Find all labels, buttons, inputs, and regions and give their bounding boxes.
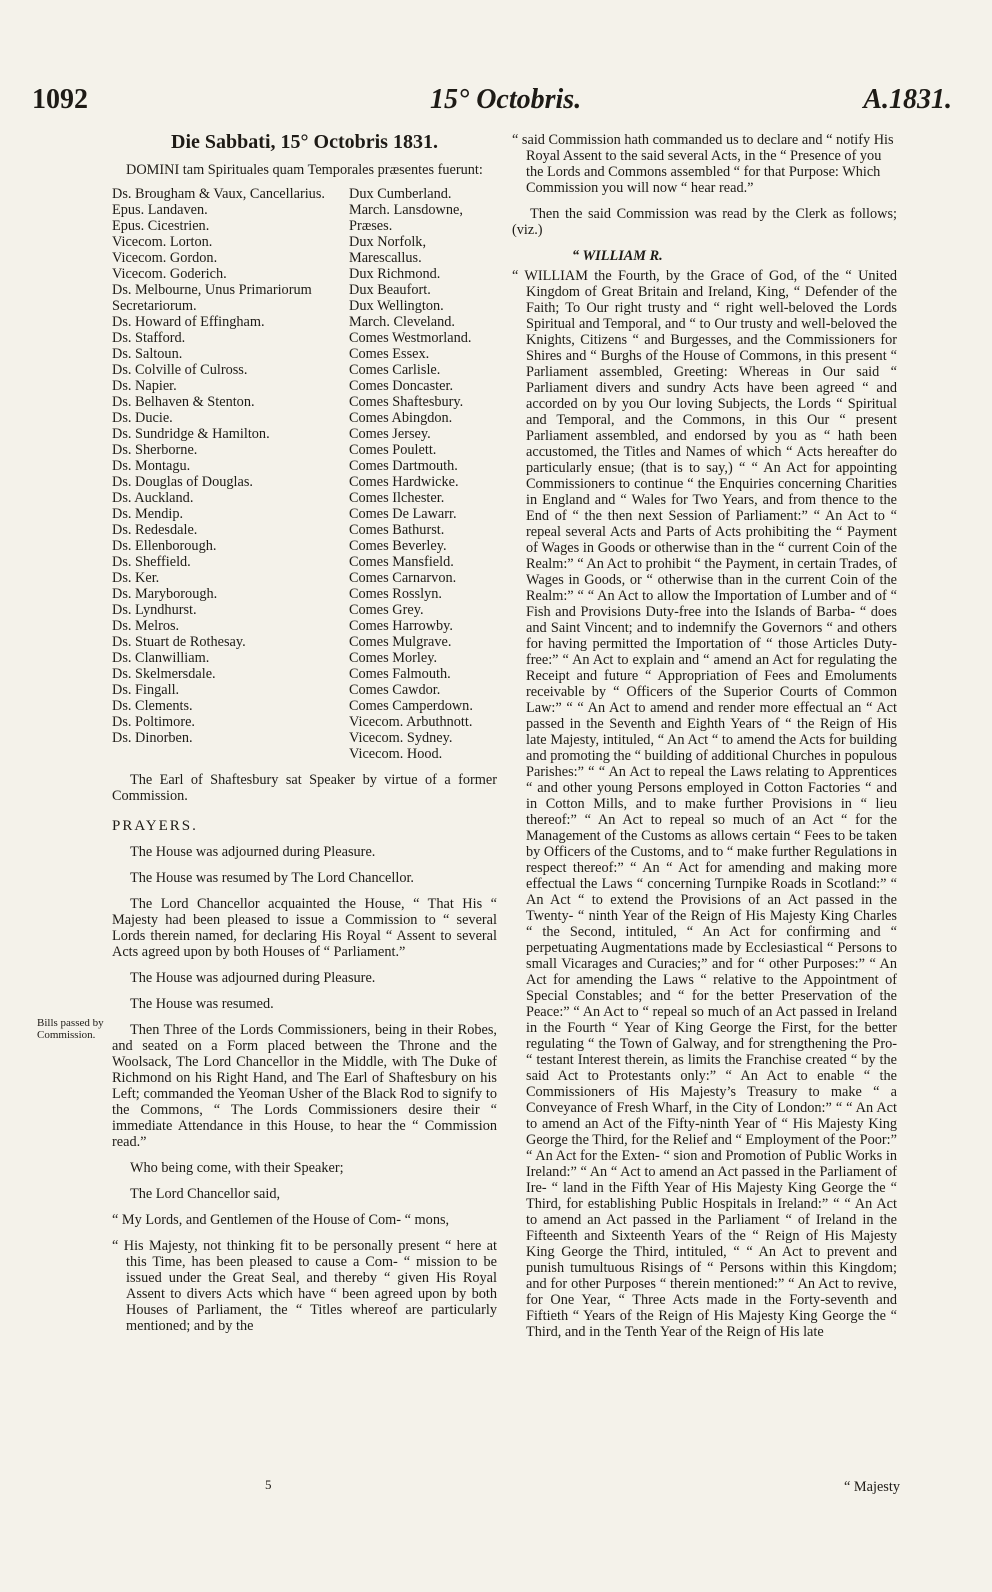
lord-entry: Comes Ilchester. bbox=[349, 490, 445, 506]
commission-continued: “ said Commission hath commanded us to declare and “ notify His Royal Assent to the said several Acts, in the “ Presence of you the Lords and Commons assembled “ for that Purpose: Which Commission you will now “ hear read.” bbox=[512, 132, 894, 196]
lord-entry: Comes Harrowby. bbox=[349, 618, 453, 634]
lord-entry: Ds. Clanwilliam. bbox=[112, 650, 210, 666]
lord-entry: Comes Carlisle. bbox=[349, 362, 441, 378]
lord-entry: Ds. Skelmersdale. bbox=[112, 666, 216, 682]
lord-entry: Comes Mulgrave. bbox=[349, 634, 452, 650]
right-lords-list bbox=[349, 186, 497, 762]
attendance-list bbox=[112, 186, 497, 762]
lord-entry: Ds. Ker. bbox=[112, 570, 160, 586]
lord-entry: Comes Bathurst. bbox=[349, 522, 445, 538]
resumed-2: The House was resumed. bbox=[130, 996, 274, 1012]
running-date: 15° Octobris. bbox=[430, 84, 582, 115]
page-number: 1092 bbox=[32, 84, 88, 115]
commission-read-line: Then the said Commission was read by the Clerk as follows; (viz.) bbox=[512, 206, 897, 238]
lord-entry: Ds. Poltimore. bbox=[112, 714, 196, 730]
lord-entry: Ds. Melbourne, Unus Primariorum Secretariorum. bbox=[112, 282, 312, 314]
lord-entry: Epus. Cicestrien. bbox=[112, 218, 210, 234]
lord-entry: March. Lansdowne, Præses. bbox=[349, 202, 463, 234]
lord-entry: Comes Jersey. bbox=[349, 426, 431, 442]
lord-entry: Vicecom. Hood. bbox=[349, 746, 443, 762]
adjourned-2: The House was adjourned during Pleasure. bbox=[130, 970, 376, 986]
lord-entry: March. Cleveland. bbox=[349, 314, 455, 330]
speaker-note: The Earl of Shaftesbury sat Speaker by virtue of a former Commission. bbox=[112, 772, 497, 804]
my-lords-address: “ My Lords, and Gentlemen of the House of Com- “ mons, bbox=[112, 1212, 450, 1228]
lord-entry: Comes Shaftesbury. bbox=[349, 394, 464, 410]
commission-text: “ WILLIAM the Fourth, by the Grace of God, of the “ United Kingdom of Great Britain and Ireland, King, “ Defender of the Faith; To Our right trusty and “ right well-beloved the Lords Spiritual and Temporal, and “ to Our trusty and well-beloved the Knights, Citizens “ and Burgesses, and the Commissioners for Shires and “ Burghs of the House of Commons, in this present “ Parliament assembled, Greeting: Whereas in Our said “ Parliament divers and sundry Acts have been agreed “ and accorded on by you Our loving Subjects, the Lords “ Spiritual and Temporal, and the Commons, in this Our “ present Parliament assembled, and endorsed by you as “ hath been accustomed, the Titles and Names of which “ Acts hereafter do particularly ensue; (that is to say,) “ “ An Act for appointing Commissioners to continue “ the Enquiries concerning Charities in England and “ Wales for Two Years, and from thence to the End of “ the then next Session of Parliament:” “ An Act to “ repeal several Acts and Parts of Acts prohibiting the “ Payment of Wages in Goods or otherwise than in the “ current Coin of the Realm:” “ An Act to prohibit “ the Payment, in certain Trades, of Wages in Goods, or “ otherwise than in the current Coin of the Realm:” “ “ An Act to allow the Importation of Lumber and of “ Fish and Provisions Duty-free into the Islands of Barba- “ does and Saint Vincent; and to indemnify the Governors “ and others for having permitted the Importation of “ those Articles Duty-free:” “ An Act to explain and “ amend an Act for regulating the Receipt and future “ Appropriation of Fees and Emoluments receivable by “ Officers of the Superior Courts of Common Law:” “ “ An Act to amend and render more effectual an “ Act passed in the Seventh and Eighth Years of “ the Reign of His late Majesty, intituled, “ An Act “ to amend the Acts for building and promoting the “ building of additional Churches in populous Parishes:” “ “ An Act to repeal the Laws relating to Apprentices “ and other young Persons employed in Cotton Factories “ and in Cotton Mills, and to make further Provisions in “ lieu thereof:” “ An Act to repeal so much of an Act “ for the Management of the Customs as allows certain “ Fees to be taken by Officers of the Customs, and to “ make further Regulations in respect thereof:” “ An “ Act for amending and making more effectual the Laws “ concerning Turnpike Roads in Scotland:” “ An Act “ to extend the Provisions of an Act passed in the Twenty- “ ninth Year of the Reign of His Majesty King Charles “ the Second, intituled, “ An Act for confirming and “ perpetuating Augmentations made by Ecclesiastical “ Persons to small Vicarages and Curacies;” and for “ other Purposes:” “ An Act for amending the Laws “ relative to the Appointment of Special Constables; and “ for the better Preservation of the Peace:” “ An Act to “ repeal so much of an Act passed in Ireland in the Fourth “ Year of King George the First, for the better regulating “ the Town of Galway, and for strengthening the Pro- “ testant Interest therein, as limits the Franchise created “ by the said Act to Protestants only:” “ An Act to enable “ the Commissioners of His Majesty’s Treasury to make “ a Conveyance of Fresh Wharf, in the City of London:” “ “ An Act to amend an Act of the Fifty-ninth Year of “ His Majesty King George the Third, for the Relief and “ Employment of the Poor:” “ An Act for the Exten- “ sion and Promotion of Public Works in Ireland:” “ An “ Act to amend an Act passed in the Parliament of Ire- “ land in the Fifth Year of His Majesty King George the “ Third, for establishing Public Hospitals in Ireland:” “ “ An Act to amend an Act passed in the Parliament “ of Ireland in the Fifteenth and Sixteenth Years of the “ Reign of His Majesty King George the Third, intituled, “ “ An Act to prevent and punish tumultuous Risings of “ Persons within this Kingdom; and for other Purposes “ therein mentioned:” “ An Act to revive, for One Year, “ Three Acts made in the Forty-seventh and Fiftieth “ Years of the Reign of His Majesty King George the “ Third, and in the Tenth Year of the Reign of His late bbox=[512, 268, 897, 1340]
lord-entry: Comes Abingdon. bbox=[349, 410, 453, 426]
lord-entry: Ds. Ellenborough. bbox=[112, 538, 217, 554]
lord-entry: Comes Grey. bbox=[349, 602, 424, 618]
royal-signature: “ WILLIAM R. bbox=[572, 248, 663, 264]
lord-entry: Vicecom. Sydney. bbox=[349, 730, 453, 746]
lord-entry: Dux Richmond. bbox=[349, 266, 441, 282]
lord-entry: Ds. Sherborne. bbox=[112, 442, 198, 458]
lord-entry: Ds. Stafford. bbox=[112, 330, 186, 346]
lord-entry: Dux Norfolk, Marescallus. bbox=[349, 234, 427, 266]
lord-entry: Dux Wellington. bbox=[349, 298, 444, 314]
lord-entry: Comes Doncaster. bbox=[349, 378, 454, 394]
lord-entry: Ds. Stuart de Rothesay. bbox=[112, 634, 246, 650]
right-column bbox=[512, 132, 897, 1340]
lord-entry: Comes De Lawarr. bbox=[349, 506, 457, 522]
domini-line: DOMINI tam Spirituales quam Temporales præsentes fuerunt: bbox=[126, 162, 483, 178]
lord-entry: Ds. Auckland. bbox=[112, 490, 194, 506]
commissioners-paragraph: Then Three of the Lords Commissioners, being in their Robes, and seated on a Form placed between the Throne and the Woolsack, The Lord Chancellor in the Middle, with The Duke of Richmond on his Right Hand, and The Earl of Shaftesbury on his Left; commanded the Yeoman Usher of the Black Rod to signify to the Commons, “ The Lords Commissioners desire their “ immediate Attendance in this House, to hear the “ Commission read.” bbox=[112, 1022, 497, 1150]
lord-entry: Vicecom. Gordon. bbox=[112, 250, 218, 266]
lord-entry: Comes Westmorland. bbox=[349, 330, 472, 346]
lord-entry: Ds. Brougham & Vaux, Cancellarius. bbox=[112, 186, 325, 202]
lord-entry: Comes Mansfield. bbox=[349, 554, 454, 570]
lord-entry: Ds. Belhaven & Stenton. bbox=[112, 394, 255, 410]
lord-entry: Dux Beaufort. bbox=[349, 282, 431, 298]
lord-entry: Comes Falmouth. bbox=[349, 666, 451, 682]
lord-entry: Comes Camperdown. bbox=[349, 698, 473, 714]
lord-entry: Ds. Douglas of Douglas. bbox=[112, 474, 253, 490]
date-line: Die Sabbati, 15° Octobris 1831. bbox=[171, 131, 438, 153]
who-being-come: Who being come, with their Speaker; bbox=[130, 1160, 344, 1176]
lord-entry: Ds. Napier. bbox=[112, 378, 177, 394]
his-majesty-address: “ His Majesty, not thinking fit to be personally present “ here at this Time, has been pleased to cause a Com- “ mission to be issued under the Great Seal, and thereby “ given His Royal Assent to divers Acts which have “ been agreed upon by both Houses of Parliament, the “ Titles whereof are particularly mentioned; and by the bbox=[112, 1238, 497, 1334]
lord-entry: Ds. Ducie. bbox=[112, 410, 173, 426]
lord-entry: Comes Carnarvon. bbox=[349, 570, 457, 586]
lord-entry: Ds. Sheffield. bbox=[112, 554, 191, 570]
lord-entry: Comes Poulett. bbox=[349, 442, 437, 458]
margin-note: Bills passed by Commission. bbox=[37, 1017, 104, 1041]
left-column bbox=[112, 132, 497, 1334]
lord-entry: Ds. Fingall. bbox=[112, 682, 180, 698]
lord-entry: Ds. Redesdale. bbox=[112, 522, 198, 538]
lord-entry: Comes Cawdor. bbox=[349, 682, 441, 698]
lord-entry: Ds. Clements. bbox=[112, 698, 193, 714]
lord-entry: Ds. Colville of Culross. bbox=[112, 362, 248, 378]
left-lords-list bbox=[112, 186, 344, 762]
lord-entry: Comes Morley. bbox=[349, 650, 438, 666]
lord-entry: Vicecom. Lorton. bbox=[112, 234, 213, 250]
lord-chancellor-acquainted: The Lord Chancellor acquainted the House, “ That His “ Majesty had been pleased to issue a Commission to “ several Lords therein named, for declaring His Royal “ Assent to several Acts agreed upon by both Houses of “ Parliament.” bbox=[112, 896, 497, 960]
signature-mark: 5 bbox=[265, 1477, 272, 1492]
prayers-heading: PRAYERS. bbox=[112, 818, 198, 834]
lord-entry: Epus. Landaven. bbox=[112, 202, 208, 218]
lord-entry: Ds. Montagu. bbox=[112, 458, 191, 474]
lord-entry: Comes Beverley. bbox=[349, 538, 447, 554]
lord-entry: Comes Essex. bbox=[349, 346, 430, 362]
lord-entry: Comes Dartmouth. bbox=[349, 458, 458, 474]
lord-entry: Vicecom. Goderich. bbox=[112, 266, 227, 282]
lord-entry: Ds. Sundridge & Hamilton. bbox=[112, 426, 270, 442]
resumed-1: The House was resumed by The Lord Chancellor. bbox=[130, 870, 415, 886]
lord-entry: Comes Rosslyn. bbox=[349, 586, 442, 602]
lord-entry: Ds. Mendip. bbox=[112, 506, 184, 522]
adjourned-1: The House was adjourned during Pleasure. bbox=[130, 844, 376, 860]
lord-entry: Ds. Melros. bbox=[112, 618, 180, 634]
lord-entry: Ds. Saltoun. bbox=[112, 346, 183, 362]
lord-entry: Dux Cumberland. bbox=[349, 186, 452, 202]
lord-chancellor-said: The Lord Chancellor said, bbox=[130, 1186, 281, 1202]
lord-entry: Comes Hardwicke. bbox=[349, 474, 459, 490]
running-year: A.1831. bbox=[863, 84, 952, 115]
lord-entry: Ds. Howard of Effingham. bbox=[112, 314, 265, 330]
lord-entry: Ds. Maryborough. bbox=[112, 586, 218, 602]
lord-entry: Vicecom. Arbuthnott. bbox=[349, 714, 473, 730]
lord-entry: Ds. Lyndhurst. bbox=[112, 602, 197, 618]
catchword: “ Majesty bbox=[844, 1479, 900, 1495]
lord-entry: Ds. Dinorben. bbox=[112, 730, 193, 746]
